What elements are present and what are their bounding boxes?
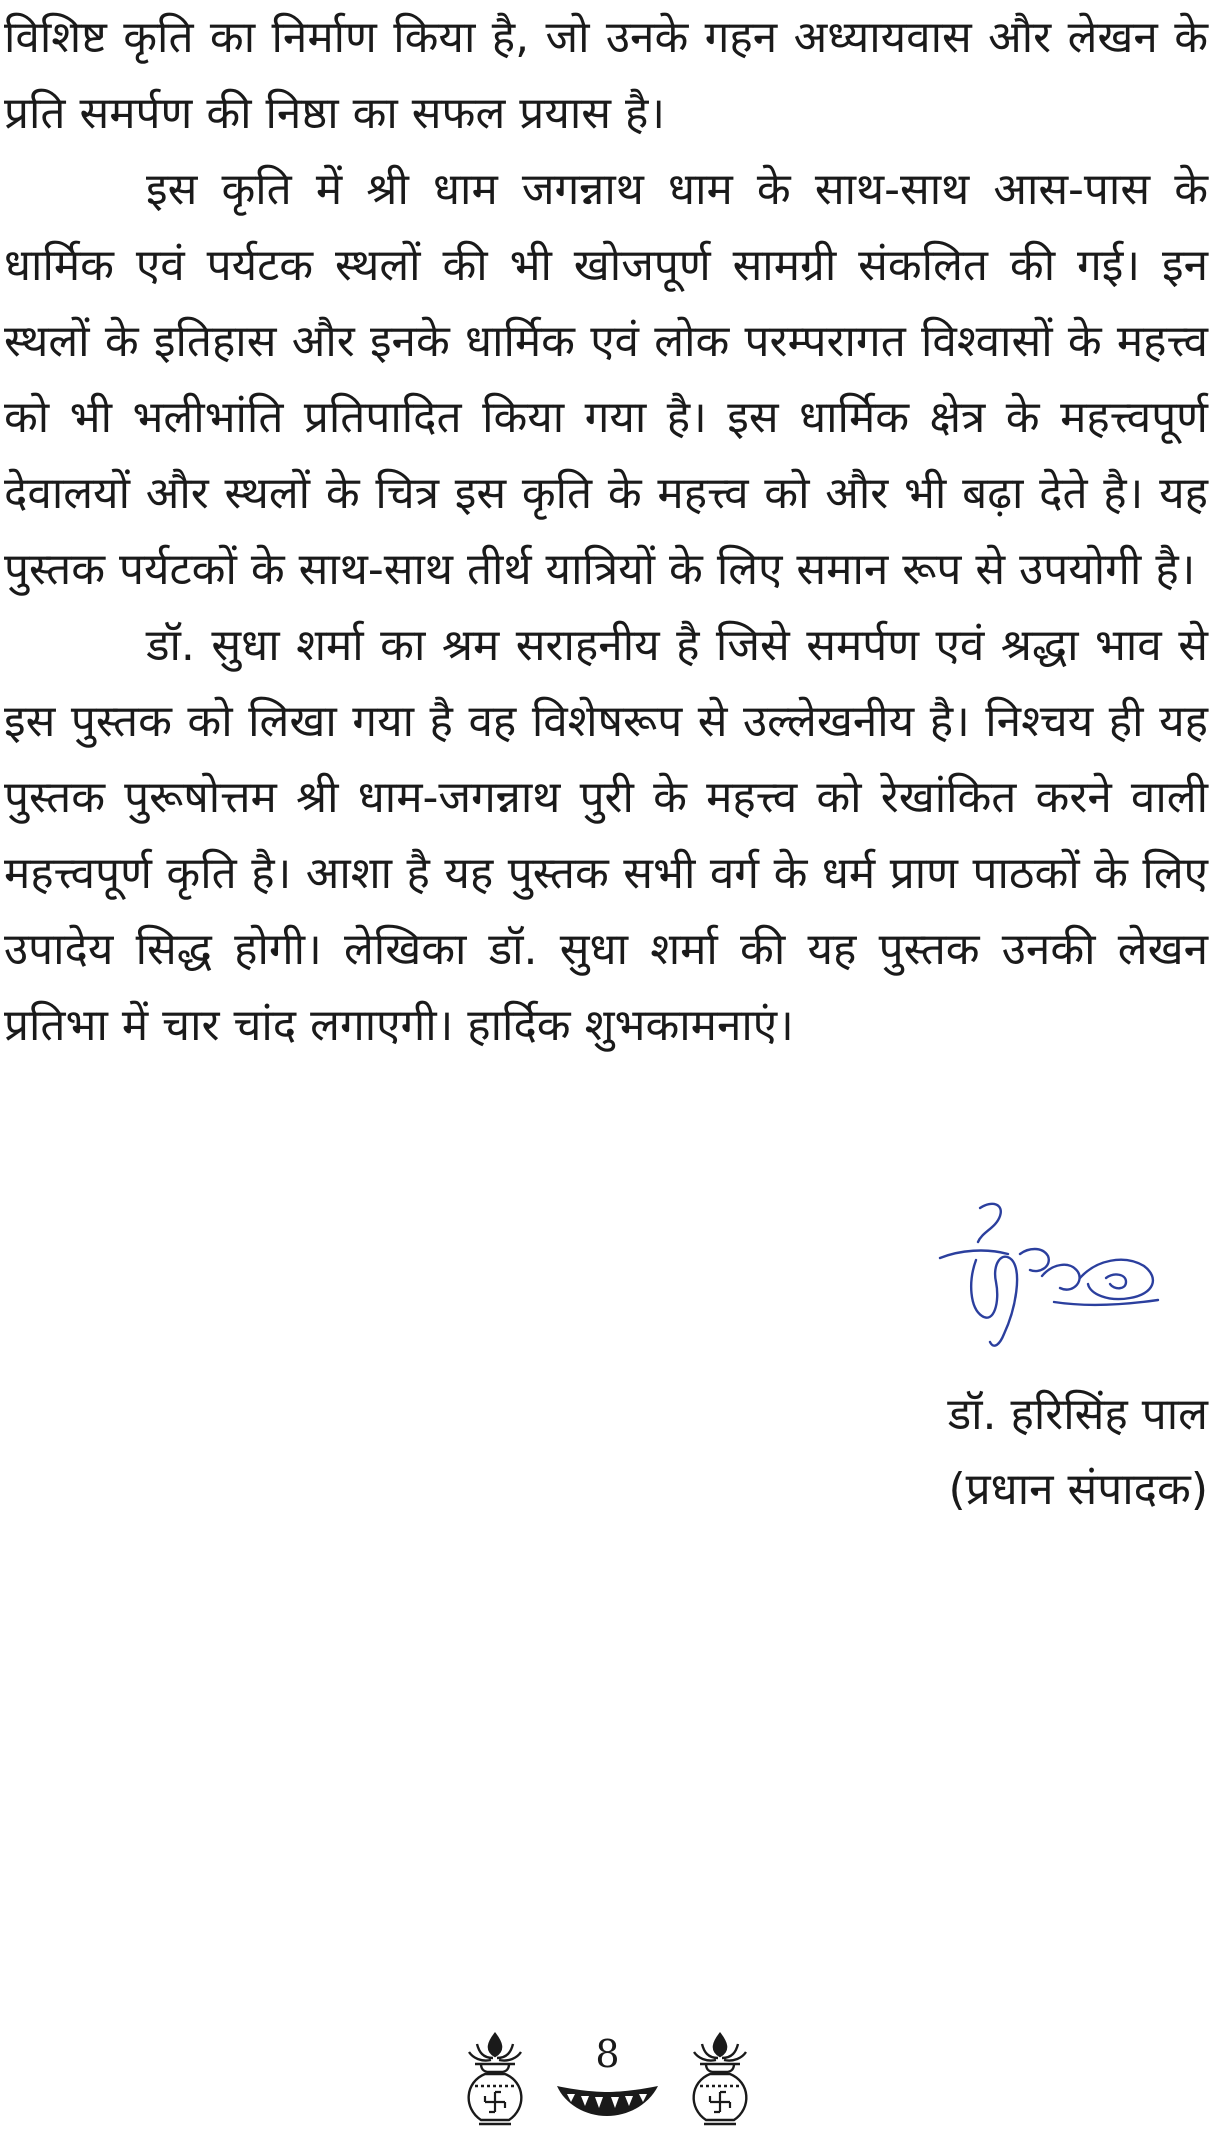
signatory-title: (प्रधान संपादक)	[948, 1464, 1208, 1515]
diya-lamp-icon	[555, 2080, 660, 2120]
paragraph-content: इस कृति में श्री धाम जगन्नाथ धाम के साथ-साथ आस-पास के धार्मिक एवं पर्यटक स्थलों की भी खोजपूर्ण सामग्री संकलित की गई। इन स्थलों के इतिहास और इनके धार्मिक एवं लोक परम्परागत विश्वासों के महत्त्व को भी भलीभांति प्रतिपादित किया गया है। इस धार्मिक क्षेत्र के महत्त्वपूर्ण देवालयों और स्थलों के चित्र इस कृति के महत्त्व को और भी बढ़ा देते है। यह पुस्तक पर्यटकों के साथ-साथ तीर्थ यात्रियों के लिए समान रूप से उपयोगी है।	[4, 164, 1208, 595]
handwritten-signature	[930, 1190, 1170, 1360]
page-footer	[455, 2030, 755, 2130]
page-number: 8	[595, 2032, 620, 2076]
kalash-swastika-icon	[455, 2030, 535, 2130]
signatory-name: डॉ. हरिसिंह पाल	[947, 1389, 1208, 1440]
kalash-swastika-icon	[680, 2030, 760, 2130]
paragraph-appreciation: डॉ. सुधा शर्मा का श्रम सराहनीय है जिसे समर्पण एवं श्रद्धा भाव से इस पुस्तक को लिखा गया है वह विशेषरूप से उल्लेखनीय है। निश्चय ही यह पुस्तक पुरूषोत्तम श्री धाम-जगन्नाथ पुरी के महत्त्व को रेखांकित करने वाली महत्त्वपूर्ण कृति है। आशा है यह पुस्तक सभी वर्ग के धर्म प्राण पाठकों के लिए उपादेय सिद्ध होगी। लेखिका डॉ. सुधा शर्मा की यह पुस्तक उनकी लेखन प्रतिभा में चार चांद लगाएगी। हार्दिक शुभकामनाएं।	[4, 620, 1208, 1051]
paragraph-intro: विशिष्ट कृति का निर्माण किया है, जो उनके गहन अध्यायवास और लेखन के प्रति समर्पण की निष्ठा का सफल प्रयास है।	[4, 12, 1208, 139]
body-text	[4, 0, 1208, 1064]
